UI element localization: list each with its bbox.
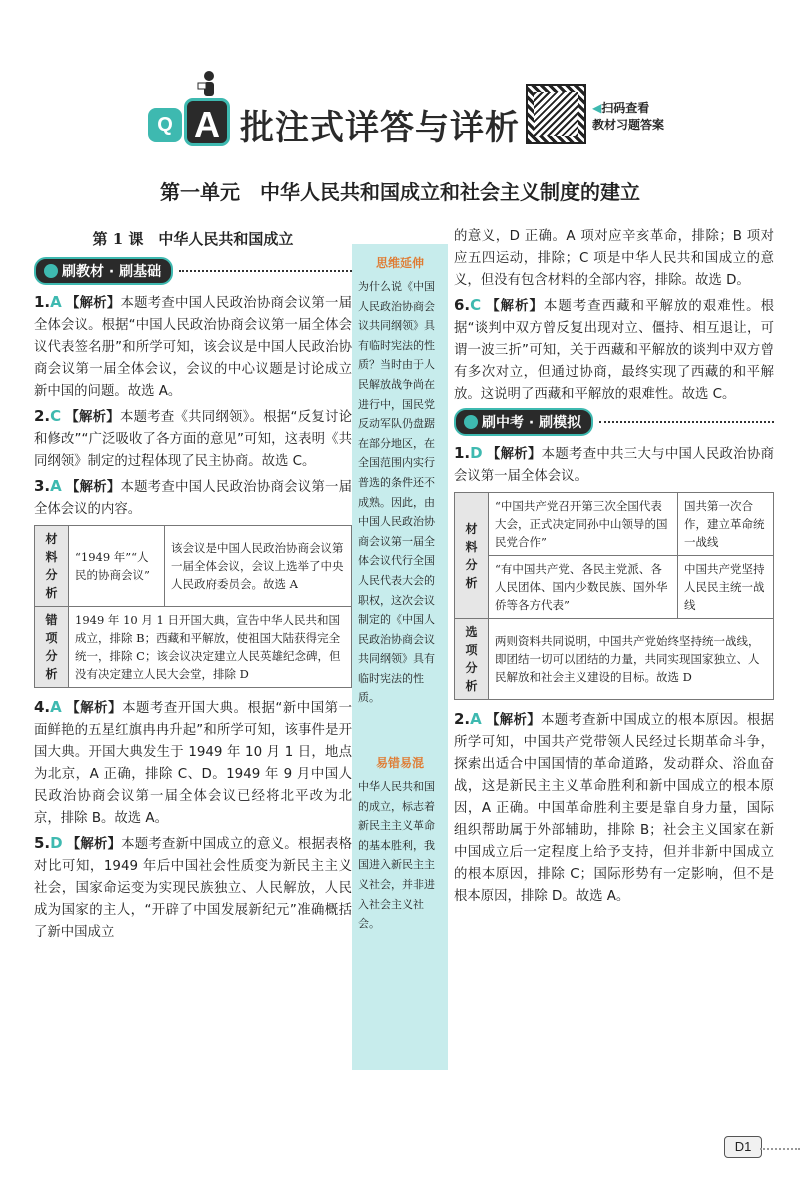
table-cell: 国共第一次合作，建立革命统一战线: [678, 493, 774, 556]
note-heading-error: 易错易混: [375, 756, 424, 771]
note-body-extension: 为什么说《中国人民政治协商会议共同纲领》具有临时宪法的性质？当时由于人民解放战争尚在进行中，国民党反动军队仍盘踞在部分地区，在全国范围内实行普选的条件还不成熟。因此，由中国人民政治协商会议第一届全体会议代行全国人民代表大会的职权，这次会议制定的《中国人民政治协商会议共同纲领》具有临时宪法的性质。: [358, 280, 435, 705]
table-cell: 中国共产党坚持人民民主统一战线: [678, 556, 774, 619]
sidebar-notes: [352, 244, 448, 1070]
question-1: 1.A 【解析】本题考查中国人民政治协商会议第一届全体会议。根据“中国人民政治协商会议第一届全体会议代表签名册”和所学可知，该会议是中国人民政治协商会议第一届全体会议，会议的中心议题是讨论成立新中国的问题。故选 A。: [34, 293, 353, 399]
question-4: 4.A 【解析】本题考查开国大典。根据“新中国第一面鲜艳的五星红旗冉冉升起”和所学可知，该事件是开国大典。开国大典发生于 1949 年 10 月 1 日，地点为北京，A 正确，排除 C、D。1949 年 9 月中国人民政治协商会议第一届全体会议已经将北平改为北京，排除 B。故选 A。: [34, 698, 353, 826]
table-cell: “有中国共产党、各民主党派、各人民团体、国内少数民族、国外华侨等各方代表”: [489, 556, 678, 619]
table-label: 选项分析: [455, 619, 489, 700]
qr-code-icon[interactable]: [526, 84, 586, 144]
right-column: [454, 226, 774, 910]
unit-title: 第一单元 中华人民共和国成立和社会主义制度的建立: [160, 180, 640, 204]
table-label: 材料分析: [455, 493, 489, 619]
question-5: 5.D 【解析】本题考查新中国成立的意义。根据表格对比可知，1949 年后中国社会性质变为新民主主义社会，国家命运变为实现民族独立、人民解放，人民成为国家的主人，“开辟了中国发展新纪元”准确概括了新中国成立: [34, 834, 353, 940]
q-badge: Q: [148, 108, 182, 142]
note-heading-extension: 思维延伸: [375, 256, 424, 270]
reader-figure-icon: [196, 70, 222, 100]
table-cell: “1949 年”“人民的协商会议”: [69, 526, 165, 607]
section-header-exam: 刷中考 · 刷模拟: [454, 408, 774, 436]
brush-icon: [464, 415, 478, 429]
qr-caption: ◀扫码查看 教材习题答案: [592, 101, 665, 132]
question-6: 6.C 【解析】本题考查西藏和平解放的艰难性。根据“谈判中双方曾反复出现对立、僵持、相互退让，可谓一波三折”可知，关于西藏和平解放的谈判中双方曾有多次对立，但通过协商，最终实现了西藏的和平解放。这说明了西藏和平解放的艰难性。故选 C。: [454, 296, 775, 402]
table-label: 错项分析: [35, 607, 69, 688]
analysis-table-q3: [34, 525, 352, 688]
analysis-table-exam-1: [454, 492, 774, 700]
table-cell: 1949 年 10 月 1 日开国大典，宣告中华人民共和国成立，排除 B；西藏和平解放，使祖国大陆获得完全统一，排除 C；该会议决定建立人民英雄纪念碑，但没有决定建立人民大会堂，排除 D: [69, 607, 352, 688]
question-3: 3.A 【解析】本题考查中国人民政治协商会议第一届全体会议的内容。: [34, 477, 353, 517]
a-badge: A: [184, 98, 230, 146]
section-header-basic: 刷教材 · 刷基础: [34, 257, 352, 285]
corner-dots: [760, 1148, 800, 1150]
lesson-title: 第 1 课 中华人民共和国成立: [92, 230, 294, 248]
page-number: D1: [724, 1136, 762, 1158]
brush-icon: [44, 264, 58, 278]
question-5-continued: 的意义，D 正确。A 项对应辛亥革命，排除；B 项对应五四运动，排除；C 项是中华人民共和国成立的意义，但没有包含材料的全部内容，排除。故选 D。: [454, 229, 774, 288]
table-label: 材料分析: [35, 526, 69, 607]
note-body-error: 中华人民共和国的成立，标志着新民主主义革命的基本胜利，我国进入新民主主义社会，并非进入社会主义社会。: [358, 780, 435, 931]
question-2: 2.C 【解析】本题考查《共同纲领》。根据“反复讨论和修改”“广泛吸收了各方面的意见”可知，这表明《共同纲领》制定的过程体现了民主协商。故选 C。: [34, 407, 352, 469]
exam-question-1: 1.D 【解析】本题考查中共三大与中国人民政治协商会议第一届全体会议。: [454, 444, 775, 484]
table-cell: 两则资料共同说明，中国共产党始终坚持统一战线，即团结一切可以团结的力量，共同实现国家独立、人民解放和社会主义建设的目标。故选 D: [489, 619, 774, 700]
arrow-icon: ◀: [592, 101, 602, 115]
exam-question-2: 2.A 【解析】本题考查新中国成立的根本原因。根据所学可知，中国共产党带领人民经过长期革命斗争，探索出适合中国国情的革命道路，发动群众、浴血奋战，这是新民主主义革命胜利和新中国成立的根本原因，A 正确。中国革命胜利主要是靠自身力量，国际组织帮助属于外部辅助，排除 B；社会主义国家在新中国成立后一定程度上给予支持，但并非新中国成立的根本原因，排除 C；国际形势有一定影响，但不是根本原因，排除 D。故选 A。: [454, 710, 775, 904]
table-cell: 该会议是中国人民政治协商会议第一届全体会议，会议上选举了中央人民政府委员会。故选 A: [165, 526, 352, 607]
table-cell: “中国共产党召开第三次全国代表大会，正式决定同孙中山领导的国民党合作”: [489, 493, 678, 556]
header-banner: [148, 70, 668, 170]
left-column: [34, 228, 352, 946]
banner-title: 批注式详答与详析: [240, 108, 520, 148]
